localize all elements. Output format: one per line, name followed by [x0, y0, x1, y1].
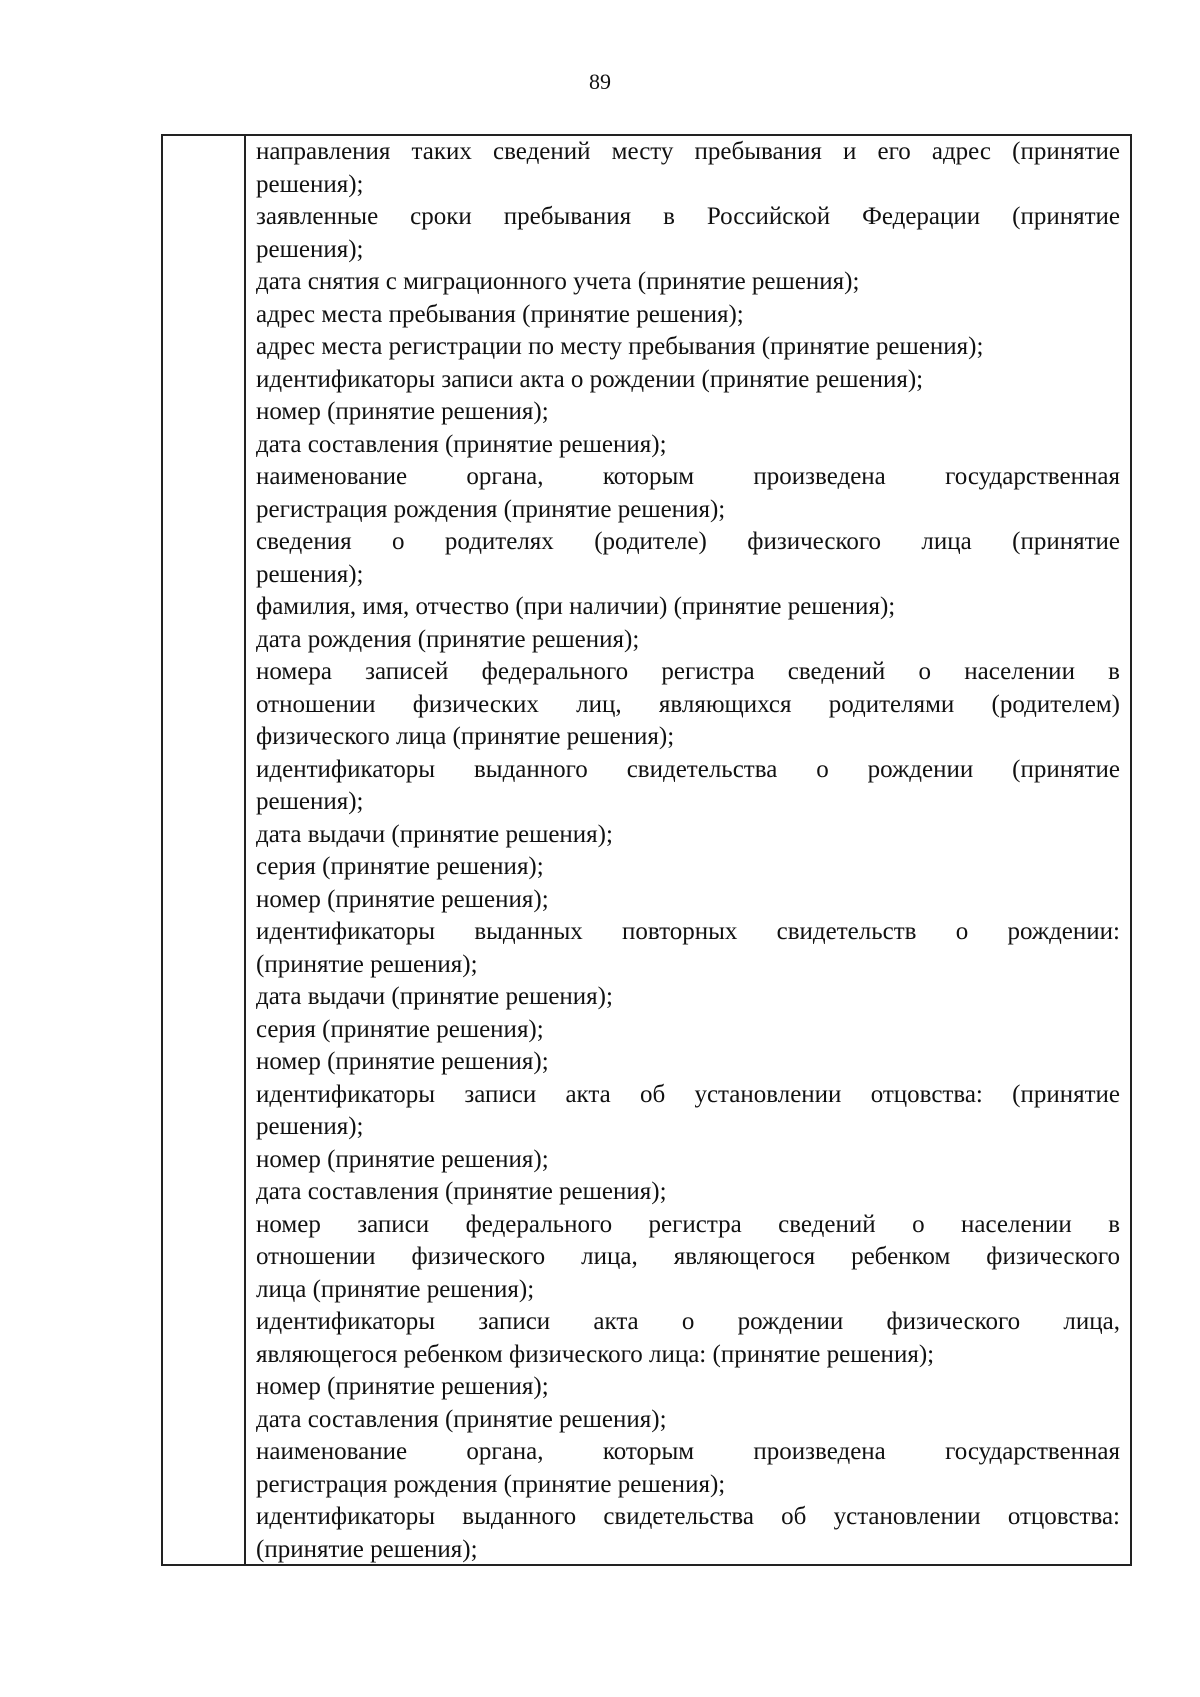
text-line: отношении физических лиц, являющихся родителями (родителем): [256, 690, 1120, 718]
text-line: дата составления (принятие решения);: [256, 1405, 667, 1433]
text-line: отношении физического лица, являющегося ребенком физического: [256, 1243, 1120, 1270]
text-line: номер (принятие решения);: [256, 1373, 549, 1400]
text-lines: [256, 136, 1120, 1566]
text-line: являющегося ребенком физического лица: (принятие решения);: [256, 1340, 935, 1368]
text-line: дата составления (принятие решения);: [256, 430, 667, 458]
text-line: номера записей федерального регистра сведений о населении в: [256, 658, 1120, 685]
text-line: лица (принятие решения);: [256, 1275, 535, 1303]
text-line: решения);: [256, 560, 364, 588]
text-line: дата выдачи (принятие решения);: [256, 983, 613, 1010]
text-line: адрес места регистрации по месту пребывания (принятие решения);: [256, 333, 984, 360]
text-line: дата выдачи (принятие решения);: [256, 820, 613, 848]
text-line: решения);: [256, 170, 364, 198]
text-line: серия (принятие решения);: [256, 1015, 544, 1043]
text-line: регистрация рождения (принятие решения);: [256, 1470, 726, 1498]
text-line: регистрация рождения (принятие решения);: [256, 495, 726, 523]
text-line: решения);: [256, 788, 364, 815]
text-line: идентификаторы записи акта об установлении отцовства: (принятие: [256, 1080, 1120, 1108]
table-left-cell: [163, 136, 246, 1564]
text-line: идентификаторы записи акта о рождении (принятие решения);: [256, 365, 924, 393]
text-line: сведения о родителях (родителе) физического лица (принятие: [256, 528, 1120, 555]
text-line: дата составления (принятие решения);: [256, 1178, 667, 1205]
text-line: физического лица (принятие решения);: [256, 723, 675, 750]
text-line: номер (принятие решения);: [256, 1048, 549, 1075]
text-line: наименование органа, которым произведена государственная: [256, 463, 1120, 490]
page-number: 89: [589, 69, 611, 94]
text-line: решения);: [256, 1113, 364, 1140]
text-line: идентификаторы выданного свидетельства об установлении отцовства:: [256, 1503, 1120, 1530]
text-line: фамилия, имя, отчество (при наличии) (принятие решения);: [256, 593, 896, 620]
text-line: решения);: [256, 235, 364, 263]
text-line: дата снятия с миграционного учета (принятие решения);: [256, 268, 860, 295]
text-line: дата рождения (принятие решения);: [256, 625, 640, 653]
text-line: (принятие решения);: [256, 1535, 478, 1563]
text-line: идентификаторы выданного свидетельства о рождении (принятие: [256, 755, 1120, 783]
text-line: номер (принятие решения);: [256, 885, 549, 913]
text-line: номер (принятие решения);: [256, 398, 549, 425]
text-line: наименование органа, которым произведена государственная: [256, 1438, 1120, 1465]
text-line: идентификаторы выданных повторных свидетельств о рождении:: [256, 918, 1120, 945]
text-line: номер (принятие решения);: [256, 1145, 549, 1173]
text-line: направления таких сведений месту пребывания и его адрес (принятие: [256, 138, 1120, 165]
document-table: [161, 134, 1132, 1566]
text-line: серия (принятие решения);: [256, 853, 544, 880]
text-line: заявленные сроки пребывания в Российской Федерации (принятие: [256, 203, 1120, 230]
text-line: (принятие решения);: [256, 950, 478, 978]
table-right-cell: [246, 136, 1130, 1564]
text-line: номер записи федерального регистра сведений о населении в: [256, 1210, 1120, 1238]
text-line: идентификаторы записи акта о рождении физического лица,: [256, 1308, 1120, 1335]
text-line: адрес места пребывания (принятие решения);: [256, 300, 744, 328]
